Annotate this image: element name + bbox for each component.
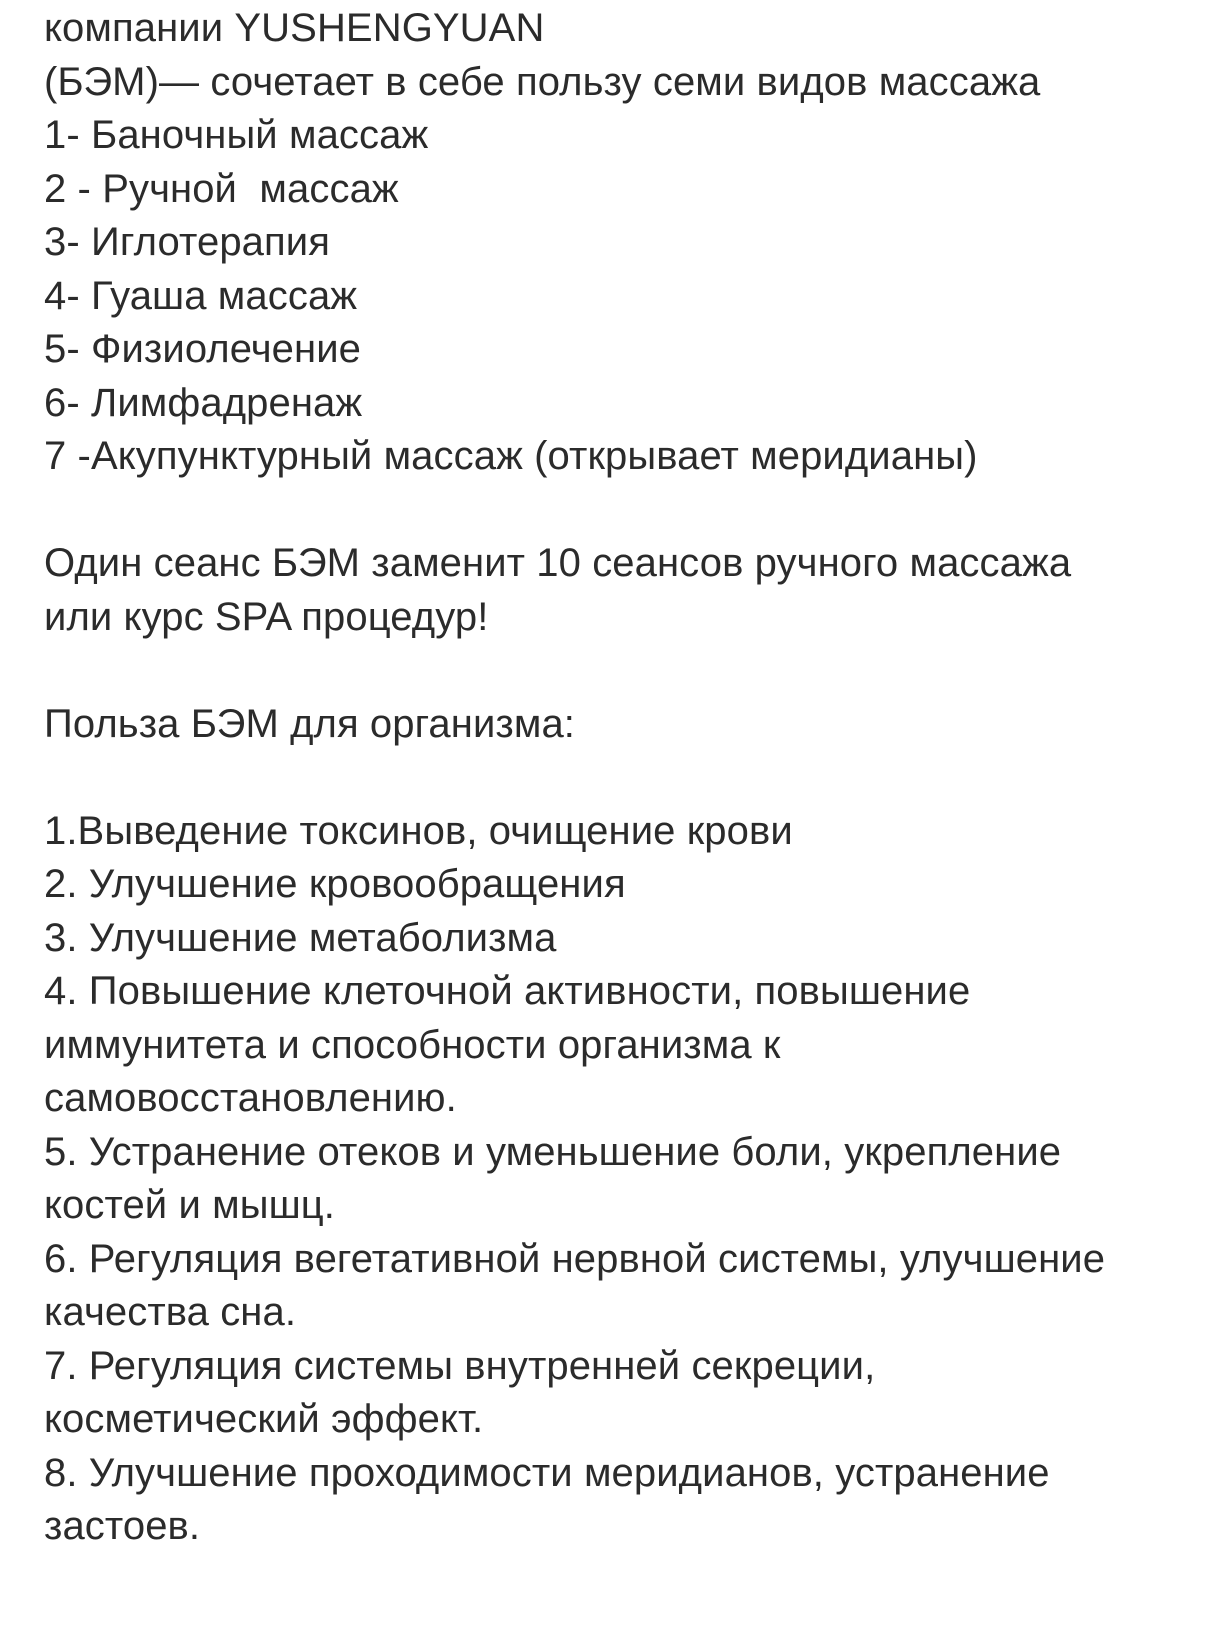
- massage-type-item: 3- Иглотерапия: [44, 220, 330, 264]
- message-text: [44, 2, 1204, 1554]
- massage-type-item: 4- Гуаша массаж: [44, 273, 358, 318]
- benefit-line: 2. Улучшение кровообращения: [44, 862, 626, 906]
- benefit-line: самовосстановлению.: [44, 1076, 457, 1120]
- paragraph-gap: [44, 644, 1204, 698]
- paragraph-gap: [44, 751, 1204, 805]
- intro-line-1: компании YUSHENGYUAN: [44, 6, 545, 50]
- session-line-1: Один сеанс БЭМ заменит 10 сеансов ручного массажа: [44, 541, 1072, 585]
- benefit-line: 8. Улучшение проходимости меридианов, устранение: [44, 1450, 1050, 1495]
- benefit-line: 1.Выведение токсинов, очищение крови: [44, 808, 793, 853]
- benefit-line: 4. Повышение клеточной активности, повышение: [44, 969, 971, 1013]
- benefit-line: 7. Регуляция системы внутренней секреции,: [44, 1343, 876, 1388]
- massage-type-item: 7 -Акупунктурный массаж (открывает меридианы): [44, 434, 978, 478]
- benefit-line: 5. Устранение отеков и уменьшение боли, укрепление: [44, 1129, 1062, 1174]
- benefit-line: косметический эффект.: [44, 1397, 484, 1441]
- massage-type-item: 2 - Ручной массаж: [44, 166, 399, 211]
- massage-type-item: 5- Физиолечение: [44, 327, 362, 371]
- benefit-line: 6. Регуляция вегетативной нервной системы, улучшение: [44, 1236, 1106, 1281]
- paragraph-gap: [44, 484, 1204, 538]
- massage-type-item: 6- Лимфадренаж: [44, 380, 363, 425]
- benefits-heading: Польза БЭМ для организма:: [44, 701, 576, 746]
- intro-line-2: (БЭМ)— сочетает в себе пользу семи видов массажа: [44, 59, 1041, 104]
- session-line-2: или курс SPA процедур!: [44, 594, 489, 639]
- benefit-line: иммунитета и способности организма к: [44, 1022, 781, 1067]
- benefit-line: застоев.: [44, 1504, 201, 1548]
- benefit-line: 3. Улучшение метаболизма: [44, 915, 557, 960]
- benefit-line: качества сна.: [44, 1290, 297, 1334]
- benefit-line: костей и мышц.: [44, 1183, 335, 1227]
- massage-type-item: 1- Баночный массаж: [44, 113, 429, 157]
